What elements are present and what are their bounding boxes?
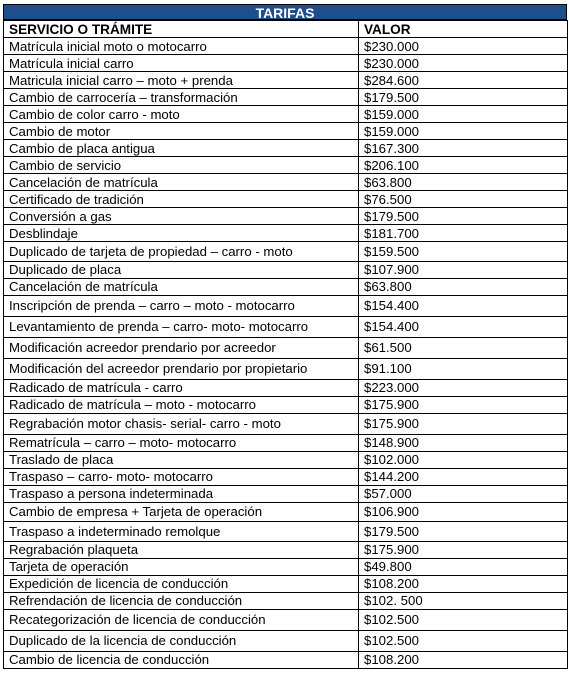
table-row: [4, 261, 568, 278]
service-cell: Cambio de placa antigua: [4, 140, 359, 157]
value-cell: $206.100: [359, 157, 568, 174]
table-row: [4, 72, 568, 89]
value-cell: $154.400: [359, 295, 568, 316]
table-row: [4, 191, 568, 208]
service-cell: Modificación del acreedor prendario por propietario: [4, 358, 359, 379]
table-row: [4, 140, 568, 157]
table-row: [4, 558, 568, 575]
table-row: [4, 358, 568, 379]
table-row: [4, 106, 568, 123]
table-header-row: [4, 21, 568, 38]
table-row: [4, 379, 568, 396]
table-row: [4, 89, 568, 106]
value-cell: $49.800: [359, 558, 568, 575]
service-cell: Duplicado de la licencia de conducción: [4, 630, 359, 651]
service-cell: Certificado de tradición: [4, 191, 359, 208]
table-row: [4, 55, 568, 72]
table-row: [4, 157, 568, 174]
service-cell: Rematrícula – carro – moto- motocarro: [4, 434, 359, 451]
table-row: [4, 592, 568, 609]
value-cell: $108.200: [359, 651, 568, 668]
value-cell: $230.000: [359, 38, 568, 55]
value-cell: $179.500: [359, 208, 568, 225]
table-row: [4, 225, 568, 242]
service-cell: Inscripción de prenda – carro – moto - motocarro: [4, 295, 359, 316]
service-cell: Cambio de carrocería – transformación: [4, 89, 359, 106]
table-row: [4, 651, 568, 668]
table-row: [4, 123, 568, 140]
value-cell: $159.500: [359, 242, 568, 262]
table-row: [4, 434, 568, 451]
table-row: [4, 468, 568, 485]
table-row: [4, 337, 568, 358]
service-cell: Traspaso – carro- moto- motocarro: [4, 468, 359, 485]
service-cell: Regrabación motor chasis- serial- carro - moto: [4, 413, 359, 434]
column-header-service: SERVICIO O TRÁMITE: [4, 21, 359, 38]
table-row: [4, 396, 568, 413]
service-cell: Matrícula inicial moto o motocarro: [4, 38, 359, 55]
table-body: [4, 38, 568, 669]
value-cell: $175.900: [359, 396, 568, 413]
value-cell: $108.200: [359, 575, 568, 592]
value-cell: $179.500: [359, 522, 568, 542]
table-row: [4, 451, 568, 468]
value-cell: $144.200: [359, 468, 568, 485]
service-cell: Refrendación de licencia de conducción: [4, 592, 359, 609]
value-cell: $106.900: [359, 502, 568, 522]
value-cell: $102.000: [359, 451, 568, 468]
value-cell: $154.400: [359, 316, 568, 337]
service-cell: Levantamiento de prenda – carro- moto- motocarro: [4, 316, 359, 337]
table-row: [4, 522, 568, 542]
service-cell: Radicado de matrícula – moto - motocarro: [4, 396, 359, 413]
value-cell: $102. 500: [359, 592, 568, 609]
value-cell: $223.000: [359, 379, 568, 396]
service-cell: Cambio de licencia de conducción: [4, 651, 359, 668]
service-cell: Duplicado de placa: [4, 261, 359, 278]
value-cell: $179.500: [359, 89, 568, 106]
value-cell: $175.900: [359, 541, 568, 558]
value-cell: $230.000: [359, 55, 568, 72]
value-cell: $159.000: [359, 106, 568, 123]
table-row: [4, 295, 568, 316]
service-cell: Cancelación de matrícula: [4, 278, 359, 295]
table-title: TARIFAS: [3, 4, 567, 20]
service-cell: Recategorización de licencia de conducción: [4, 609, 359, 630]
service-cell: Expedición de licencia de conducción: [4, 575, 359, 592]
value-cell: $181.700: [359, 225, 568, 242]
table-row: [4, 242, 568, 262]
table-row: [4, 174, 568, 191]
service-cell: Duplicado de tarjeta de propiedad – carro - moto: [4, 242, 359, 262]
service-cell: Tarjeta de operación: [4, 558, 359, 575]
service-cell: Modificación acreedor prendario por acreedor: [4, 337, 359, 358]
value-cell: $91.100: [359, 358, 568, 379]
table-row: [4, 541, 568, 558]
value-cell: $175.900: [359, 413, 568, 434]
table-row: [4, 413, 568, 434]
value-cell: $63.800: [359, 278, 568, 295]
column-header-value: VALOR: [359, 21, 568, 38]
service-cell: Conversión a gas: [4, 208, 359, 225]
table-row: [4, 609, 568, 630]
value-cell: $148.900: [359, 434, 568, 451]
table-row: [4, 316, 568, 337]
service-cell: Cambio de empresa + Tarjeta de operación: [4, 502, 359, 522]
value-cell: $107.900: [359, 261, 568, 278]
value-cell: $61.500: [359, 337, 568, 358]
table-row: [4, 575, 568, 592]
value-cell: $63.800: [359, 174, 568, 191]
service-cell: Traslado de placa: [4, 451, 359, 468]
service-cell: Matricula inicial carro – moto + prenda: [4, 72, 359, 89]
value-cell: $284.600: [359, 72, 568, 89]
service-cell: Regrabación plaqueta: [4, 541, 359, 558]
table-row: [4, 630, 568, 651]
value-cell: $167.300: [359, 140, 568, 157]
service-cell: Cambio de servicio: [4, 157, 359, 174]
service-cell: Matrícula inicial carro: [4, 55, 359, 72]
table-row: [4, 208, 568, 225]
service-cell: Cambio de motor: [4, 123, 359, 140]
service-cell: Radicado de matrícula - carro: [4, 379, 359, 396]
value-cell: $102.500: [359, 609, 568, 630]
service-cell: Traspaso a indeterminado remolque: [4, 522, 359, 542]
service-cell: Cancelación de matrícula: [4, 174, 359, 191]
table-row: [4, 38, 568, 55]
table-row: [4, 485, 568, 502]
table-row: [4, 278, 568, 295]
value-cell: $76.500: [359, 191, 568, 208]
table-row: [4, 502, 568, 522]
tariff-table: [3, 20, 568, 669]
service-cell: Cambio de color carro - moto: [4, 106, 359, 123]
value-cell: $159.000: [359, 123, 568, 140]
service-cell: Traspaso a persona indeterminada: [4, 485, 359, 502]
value-cell: $102.500: [359, 630, 568, 651]
service-cell: Desblindaje: [4, 225, 359, 242]
value-cell: $57.000: [359, 485, 568, 502]
